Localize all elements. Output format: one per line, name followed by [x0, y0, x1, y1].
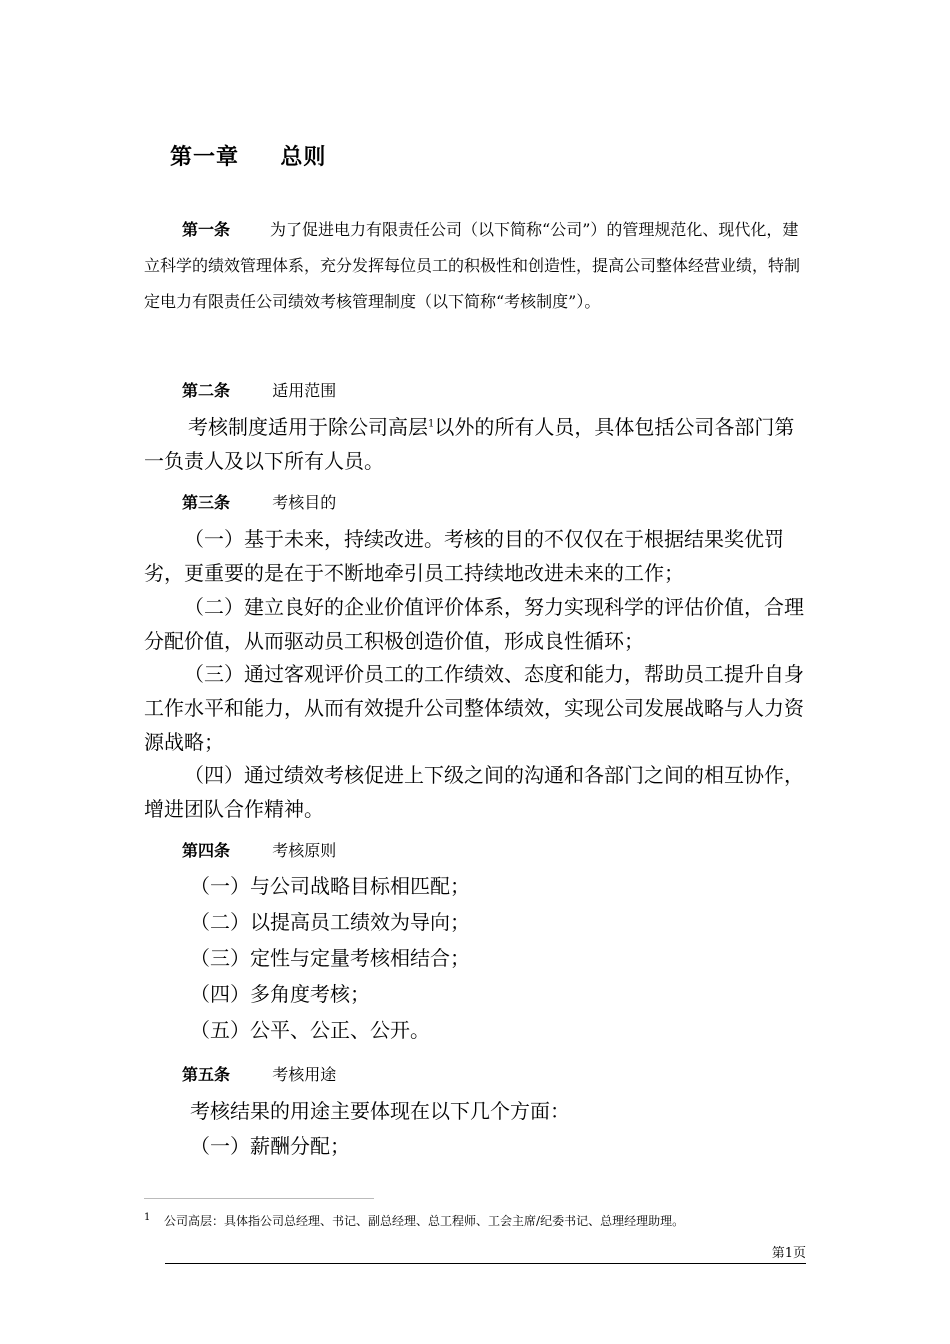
page-number: 第1页 — [771, 1246, 806, 1261]
article-2-text-after: 以外的所有人员，具体包括公司各部门第一负责人及以下所有人员。 — [144, 415, 795, 473]
article-3-item: （二）建立良好的企业价值评价体系，努力实现科学的评估价值，合理分配价值，从而驱动员工积极创造价值，形成良性循环； — [144, 595, 804, 653]
article-2-text-before: 考核制度适用于除公司高层 — [188, 415, 428, 439]
article-5-label: 第五条 — [182, 1065, 231, 1084]
chapter-label: 第一章 — [170, 144, 240, 170]
article-3-item: （四）通过绩效考核促进上下级之间的沟通和各部门之间的相互协作，增进团队合作精神。 — [144, 763, 804, 821]
article-2-label: 第二条 — [182, 381, 231, 400]
footer-rule — [165, 1263, 806, 1264]
article-4-label: 第四条 — [182, 841, 231, 860]
footnote — [144, 1212, 684, 1229]
article-5-item: （一）薪酬分配； — [190, 1134, 350, 1158]
article-3-title: 考核目的 — [272, 493, 337, 512]
article-1-text: 为了促进电力有限责任公司（以下简称“公司”）的管理规范化、现代化，建立科学的绩效管理体系，充分发挥每位员工的积极性和创造性，提高公司整体经营业绩，特制定电力有限责任公司绩效考核管理制度（以下简称“考核制度”）。 — [144, 220, 801, 311]
article-2-title: 适用范围 — [272, 381, 337, 400]
article-4-item: （二）以提高员工绩效为导向； — [190, 910, 470, 934]
chapter-heading — [170, 140, 326, 171]
article-3-heading — [182, 490, 336, 513]
article-4-item: （五）公平、公正、公开。 — [190, 1018, 430, 1042]
article-3-item: （三）通过客观评价员工的工作绩效、态度和能力，帮助员工提升自身工作水平和能力，从而有效提升公司整体绩效，实现公司发展战略与人力资源战略； — [144, 662, 804, 754]
article-2-body — [144, 410, 808, 478]
article-5-title: 考核用途 — [272, 1065, 337, 1084]
article-4-item: （一）与公司战略目标相匹配； — [190, 874, 470, 898]
article-4-heading — [182, 838, 336, 861]
article-4-item: （四）多角度考核； — [190, 982, 370, 1006]
footnote-marker: 1 — [144, 1212, 151, 1223]
article-4-title: 考核原则 — [272, 841, 337, 860]
chapter-title: 总则 — [280, 144, 327, 170]
article-3-item: （一）基于未来，持续改进。考核的目的不仅仅在于根据结果奖优罚劣，更重要的是在于不断地牵引员工持续地改进未来的工作； — [144, 527, 784, 585]
article-3-label: 第三条 — [182, 493, 231, 512]
footnote-ref: 1 — [428, 418, 435, 430]
article-5-intro: 考核结果的用途主要体现在以下几个方面： — [190, 1099, 570, 1123]
article-2-heading — [182, 378, 336, 401]
article-1-label: 第一条 — [182, 220, 231, 239]
footnote-text: 公司高层：具体指公司总经理、书记、副总经理、总工程师、工会主席/纪委书记、总理经理助理。 — [164, 1214, 685, 1228]
footnote-separator — [144, 1198, 374, 1199]
article-4-item: （三）定性与定量考核相结合； — [190, 946, 470, 970]
article-5-heading — [182, 1062, 336, 1085]
article-1 — [144, 212, 808, 320]
